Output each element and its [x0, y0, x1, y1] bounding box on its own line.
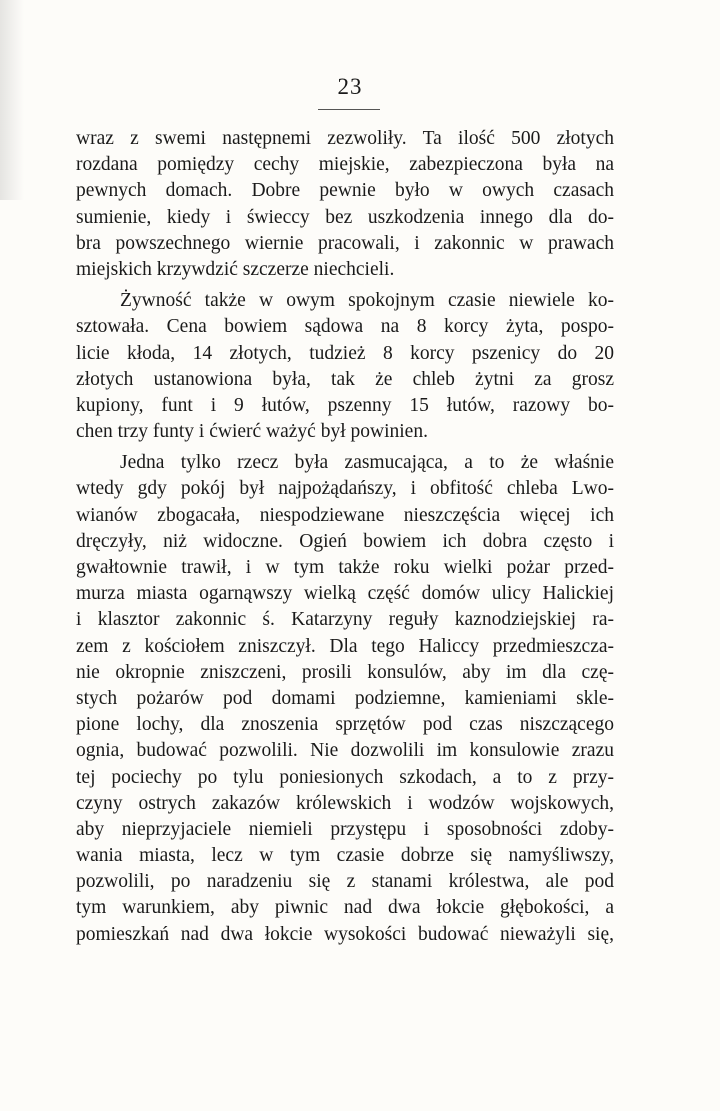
text-line: wianów zbogacała, niespodziewane nieszczęścia więcej ich [76, 504, 614, 526]
text-line: złotych ustanowiona była, tak że chleb żytni za grosz [76, 368, 614, 390]
text-line: wraz z swemi następnemi zezwoliły. Ta ilość 500 złotych [76, 128, 614, 149]
text-line: tej pociechy po tylu poniesionych szkodach, a to z przy- [76, 766, 614, 788]
text-line: czyny ostrych zakazów królewskich i wodzów wojskowych, [76, 792, 614, 814]
text-line: i klasztor zakonnic ś. Katarzyny reguły kaznodziejskiej ra- [76, 609, 614, 631]
text-line: gwałtownie trawił, i w tym także roku wielki pożar przed- [76, 557, 614, 578]
text-line: dręczyły, niż widoczne. Ogień bowiem ich dobra często i [76, 530, 614, 552]
text-line: zem z kościołem zniszczył. Dla tego Haliccy przedmieszcza- [76, 635, 614, 657]
page-number: 23 [337, 74, 363, 99]
text-line: pewnych domach. Dobre pewnie było w owych czasach [76, 180, 614, 202]
text-line: rozdana pomiędzy cechy miejskie, zabezpieczona była na [76, 154, 614, 176]
text-line: sztowała. Cena bowiem sądowa na 8 korcy żyta, pospo- [76, 316, 614, 338]
text-line: ognia, budować pozwolili. Nie dozwolili im konsulowie zrazu [76, 740, 614, 762]
scan-edge-shadow [0, 0, 24, 200]
text-line: wtedy gdy pokój był najpożądańszy, i obfitość chleba Lwo- [76, 478, 614, 500]
text-line: pozwolili, po naradzeniu się z stanami królestwa, ale pod [76, 871, 614, 893]
text-line: Żywność także w owym spokojnym czasie niewiele ko- [120, 290, 614, 312]
text-line: Jedna tylko rzecz była zasmucająca, a to że właśnie [120, 452, 614, 474]
text-line: aby nieprzyjaciele niemieli przystępu i sposobności zdoby- [76, 818, 614, 840]
text-line: chen trzy funty i ćwierć ważyć był powinien. [76, 421, 428, 443]
text-line: murza miasta ogarnąwszy wielką część domów ulicy Halickiej [76, 583, 614, 605]
text-line: stych pożarów pod domami podziemne, kamieniami skle- [76, 687, 614, 709]
text-line: tym warunkiem, aby piwnic nad dwa łokcie głębokości, a [76, 897, 614, 919]
text-line: licie kłoda, 14 złotych, tudzież 8 korcy pszenicy do 20 [76, 342, 614, 364]
header-rule [318, 109, 380, 110]
text-line: kupiony, funt i 9 łutów, pszenny 15 łutów, razowy bo- [76, 394, 614, 416]
text-line: nie okropnie zniszczeni, prosili konsulów, aby im dla czę- [76, 661, 614, 683]
body-text [76, 126, 614, 948]
text-line: sumienie, kiedy i świeccy bez uszkodzenia innego dla do- [76, 206, 614, 228]
text-line: pomieszkań nad dwa łokcie wysokości budować nieważyli się, [76, 923, 614, 945]
text-line: bra powszechnego wiernie pracowali, i zakonnic w prawach [76, 232, 614, 254]
text-line: miejskich krzywdzić szczerze niechcieli. [76, 258, 395, 280]
text-line: wania miasta, lecz w tym czasie dobrze się namyśliwszy, [76, 845, 614, 867]
text-line: pione lochy, dla znoszenia sprzętów pod czas niszczącego [76, 714, 614, 736]
